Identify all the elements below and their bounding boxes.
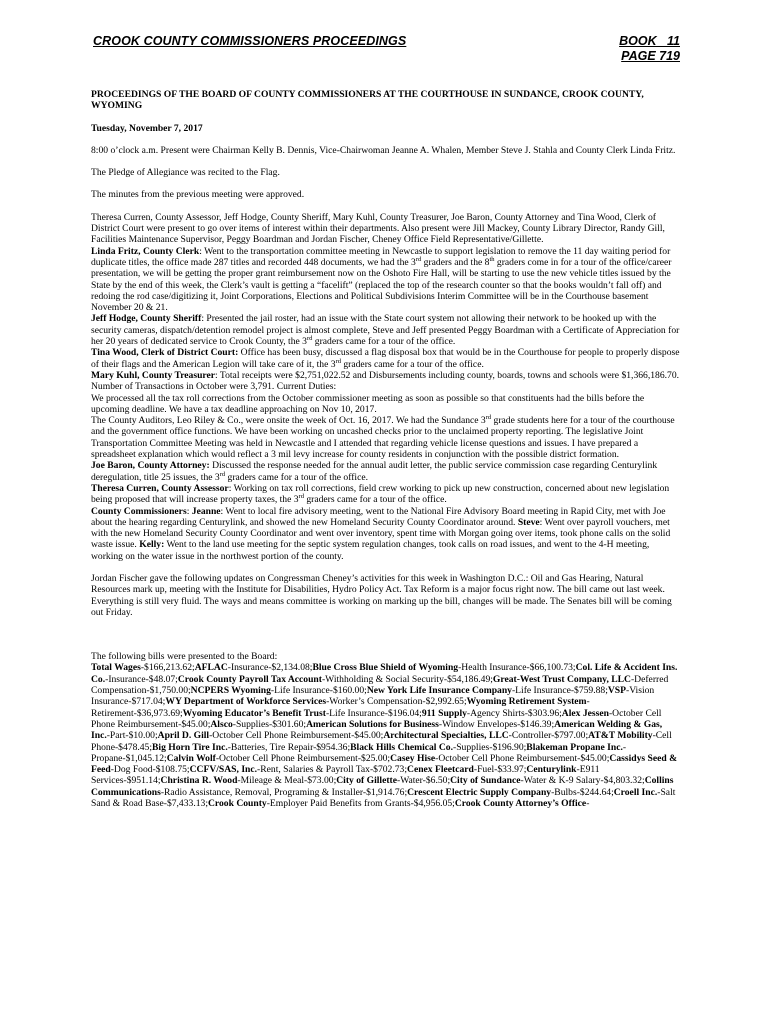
bill-description: -Controller-$797.00; [508,730,589,742]
bill-description: -Life Insurance-$196.04; [325,707,422,719]
bills-list [91,662,682,809]
bill-description: -Life Insurance-$160.00; [270,685,367,697]
bill-vendor: American Welding & Gas, Inc. [91,718,663,742]
bills-intro: The following bills were presented to the Board: [91,651,278,663]
bill-vendor: Big Horn Tire Inc. [152,741,228,753]
bill-vendor: Wyoming Educator’s Benefit Trust [182,707,326,719]
bill-description: -Supplies-$196.90; [453,741,527,753]
bill-description: -Supplies-$301.60; [232,718,307,730]
bill-vendor: Christina R. Wood [160,775,238,787]
bill-description: -Batteries, Tire Repair-$954.36; [227,741,351,753]
bill-entry [455,798,590,809]
bill-vendor: Collins Communications [91,775,674,798]
bill-entry [91,662,195,673]
bill-description: -Part-$10.00; [106,730,158,742]
bill-entry [312,662,575,673]
book-number: BOOK 11 [619,34,680,48]
bill-description: -Withholding & Social Security-$54,186.49; [321,673,493,685]
clerk-report: Linda Fritz, County Clerk: Went to the transportation committee meeting in Newcastle to support legislation to remove the 11 day waiting period for duplicate titles, the office made 287 titles and recorded 448 documents, we had the 3rd graders and the 8th graders come in for a tour of the office/career presentation, we will be getting the proper grant reimbursement now on the Oshoto Fire Hall, will be starting to use the new vehicle titles issued by the State by the end of this week, the Clerk’s vault is getting a “facelift” (replaced the top of the research counter so that the books wouldn’t fall off) and redoing the rod case/digitizing it, Joint Corporations, Elections and Political Subdivisions Interim Committee will be in the Courthouse basement November 20 & 21. [91,245,672,314]
bill-description: -Salt Sand & Road Base-$7,433.13; [91,786,676,810]
bill-vendor: Croell Inc. [613,786,658,798]
bill-description: -Bulbs-$244.64; [551,786,614,798]
document-heading: PROCEEDINGS OF THE BOARD OF COUNTY COMMISSIONERS AT THE COURTHOUSE IN SUNDANCE, CROOK COUNTY, WYOMING [91,89,644,112]
bill-vendor: Blakeman Propane Inc. [526,741,623,753]
bill-vendor: Great-West Trust Company, LLC [492,673,631,685]
bill-entry [152,742,350,753]
bill-vendor: Col. Life & Accident Ins. Co. [91,662,678,685]
bill-description: -October Cell Phone Reimbursement-$45.00; [209,730,384,742]
attendance-paragraph: 8:00 o’clock a.m. Present were Chairman Kelly B. Dennis, Vice-Chairwoman Jeanne A. Whalen, Member Steve J. Stahla and County Clerk Linda Fritz. [91,144,676,156]
bill-entry [306,719,554,730]
bill-description: -Retirement-$36,973.69; [91,696,590,719]
bill-vendor: VSP [607,685,626,697]
bill-entry [165,696,466,707]
bill-entry [390,753,609,764]
bill-entry [183,708,422,719]
bill-description: -E911 Services-$951.14; [91,764,600,787]
bill-vendor: Blue Cross Blue Shield of Wyoming [312,662,459,674]
bill-vendor: Black Hills Chemical Co. [350,741,453,753]
bill-entry [161,775,337,786]
assessor-report: Theresa Curren, County Assessor: Working on tax roll corrections, field crew working to pick up new construction, concerned about new legislation being proposed that will increase property taxes, the 3rd graders came for a tour of the office. [91,482,670,506]
page-number: PAGE 719 [621,49,680,63]
bill-vendor: 911 Supply [421,707,467,719]
bill-description: -$166,213.62; [140,662,195,674]
bill-entry [191,685,367,696]
bill-vendor: Cassidys Seed & Feed [91,752,678,776]
bill-entry [336,775,450,786]
bill-description: -Dog Food-$108.75; [110,764,190,776]
bill-vendor: American Solutions for Business [306,718,439,730]
bill-vendor: Crook County Attorney’s Office [454,798,587,810]
bill-entry [383,730,588,741]
bill-description: -Rent, Salaries & Payroll Tax-$702.73; [257,764,408,776]
bill-description: -Water & K-9 Salary-$4,803.32; [520,775,645,787]
treasurer-report: Mary Kuhl, County Treasurer: Total receipts were $2,751,022.52 and Disbursements including county, boards, towns and schools were $1,366,186.70. Number of Transactions in October were 3,791. Current Duties: [91,369,680,393]
bill-vendor: Alex Jessen [561,707,609,719]
officials-paragraph: Theresa Curren, County Assessor, Jeff Hodge, County Sheriff, Mary Kuhl, County Treasurer, Joe Baron, County Attorney and Tina Wood, Clerk of District Court were present to go over items of interest within their departments. Also present were Jill Mackey, County Library Director, Randy Gill, Facilities Maintenance Supervisor, Peggy Boardman and Jordan Fischer, Cheney Office Field Representative/Gillette. [91,211,665,246]
bill-entry [195,662,313,673]
bill-description: -Fuel-$33.97; [473,764,527,776]
bill-entry [407,764,526,775]
bill-entry [208,798,455,809]
bill-entry [167,753,390,764]
commissioners-report: County Commissioners: Jeanne: Went to local fire advisory meeting, went to the National Fire Advisory Board meeting in Rapid City, met with Joe about the hearing regarding Centurylink, and showed the new Homeland Security County Coordinator around. Steve: Went over payroll vouchers, met with the new Homeland Security County Coordinator and went over inventory, spent time with Morgan going over items, took phone calls on the solid waste issue. Kelly: Went to the land use meeting for the septic system regulation changes, took calls on road issues, and went to the 4-H meeting, working on the water issue in the northwest portion of the county. [91,505,671,562]
bill-vendor: Centurylink [526,764,577,776]
bill-vendor: NCPERS Wyoming [190,685,271,697]
bill-entry [210,719,306,730]
bill-description: -Window Envelopes-$146.39; [438,718,555,730]
district-clerk-report: Tina Wood, Clerk of District Court: Office has been busy, discussed a flag disposal box that would be in the Courthouse for people to properly dispose of their flags and the American Legion will take care of it, the 3rd graders came for a tour of the office. [91,347,680,370]
bill-description: -Mileage & Meal-$73.00; [237,775,337,787]
bill-vendor: Calvin Wolf [166,752,216,764]
bill-vendor: Crescent Electric Supply Company [407,786,552,798]
bill-description: -Radio Assistance, Removal, Programing & Installer-$1,914.76; [160,786,408,798]
bill-vendor: Architectural Specialties, LLC [383,730,509,742]
bill-description: -Life Insurance-$759.88; [511,685,608,697]
bill-vendor: CCFV/SAS, Inc. [189,764,258,776]
bill-description: -Insurance-$48.07; [105,673,178,685]
bill-entry [422,708,562,719]
bill-entry [158,730,384,741]
bill-description: -October Cell Phone Reimbursement-$25.00; [215,752,391,764]
bill-vendor: City of Gillette [336,775,397,787]
bill-entry [450,775,645,786]
attorney-report: Joe Baron, County Attorney: Discussed the response needed for the annual audit letter, the public service commission case regarding Centurylink deregulation, title 25 issues, the 3rd graders came for a tour of the office. [91,460,658,483]
bill-description: -Worker’s Compensation-$2,992.65; [326,696,467,708]
bill-entry [407,787,614,798]
bill-description: -Vision Insurance-$717.04; [91,685,655,708]
bill-entry [350,742,526,753]
meeting-date: Tuesday, November 7, 2017 [91,122,203,134]
bill-vendor: Total Wages [91,662,141,674]
bill-description: -Insurance-$2,134.08; [227,662,313,674]
bill-description: -Deferred Compensation-$1,750.00; [91,673,669,697]
bill-vendor: Cenex Fleetcard [407,764,474,776]
bill-vendor: Crook County Payroll Tax Account [177,673,322,685]
bill-vendor: City of Sundance [450,775,521,787]
proceedings-header-title: CROOK COUNTY COMMISSIONERS PROCEEDINGS [93,34,407,48]
sheriff-report: Jeff Hodge, County Sheriff: Presented the jail roster, had an issue with the State court system not allowing their network to be hooked up with the security cameras, dispatch/detention remodel project is almost complete, Steve and Jeff presented Peggy Boardman with a Certificate of Appreciation for her 20 years of dedicated service to Crook County, the 3rd graders came for a tour of the office. [91,313,680,348]
bill-vendor: AFLAC [194,662,228,674]
treasurer-report-duties: We processed all the tax roll corrections from the October commissioner meeting as soon as possible so that constituents had the bills before the upcoming deadline. We have a tax deadline approaching on Nov 10, 2017. [91,392,645,415]
bill-vendor: Alsco [210,718,233,730]
minutes-paragraph: The minutes from the previous meeting were approved. [91,189,305,201]
bill-description: - [586,798,590,810]
bill-vendor: New York Life Insurance Company [366,685,512,697]
bill-entry [178,674,493,685]
bill-description: -October Cell Phone Reimbursement-$45.00; [435,752,610,764]
bill-vendor: Wyoming Retirement System [466,696,587,708]
bill-entry [190,764,407,775]
treasurer-report-audit: The County Auditors, Leo Riley & Co., were onsite the week of Oct. 16, 2017. We had the Sundance 3rd grade students here for a tour of the courthouse and the government office functions. We have been working on uncashed checks prior to the unclaimed property reporting. The legislative Joint Transportation Committee Meeting was held in Newcastle and I attended that regarding vehicle license questions and issues. I have prepared a spreadsheet explanation which would reflect a 3 mil levy increase for county residents in conjunction with the possible district formation. [91,413,675,461]
bill-vendor: April D. Gill [157,730,210,742]
bill-vendor: WY Department of Workforce Services [165,696,327,708]
bill-vendor: AT&T Mobility [588,730,653,742]
bill-vendor: Casey Hise [390,752,436,764]
bill-description: -Agency Shirts-$303.96; [466,707,562,719]
congressional-update-paragraph: Jordan Fischer gave the following updates on Congressman Cheney’s activities for this week in Washington D.C.: Oil and Gas Hearing, Natural Resources mark up, meeting with the Institute for Disabilities, Hydro Policy Act. Tax Reform is a major focus right now. The bill came out last week. Everything is still very fluid. The ways and means committee is working on marking up the bill, changes will be made. The Senates bill will be coming out Friday. [91,572,672,618]
bill-description: -Employer Paid Benefits from Grants-$4,956.05; [266,798,455,810]
bill-description: -Cell Phone-$478.45; [91,730,672,753]
bill-description: -Water-$6.50; [397,775,451,787]
document-body [91,89,682,809]
bill-description: -Health Insurance-$66,100.73; [458,662,576,674]
bill-entry [367,685,608,696]
bill-vendor: Crook County [207,798,267,810]
bill-description: -October Cell Phone Reimbursement-$45.00; [91,707,662,730]
pledge-paragraph: The Pledge of Allegiance was recited to the Flag. [91,167,280,179]
bill-description: -Propane-$1,045.12; [91,741,627,764]
